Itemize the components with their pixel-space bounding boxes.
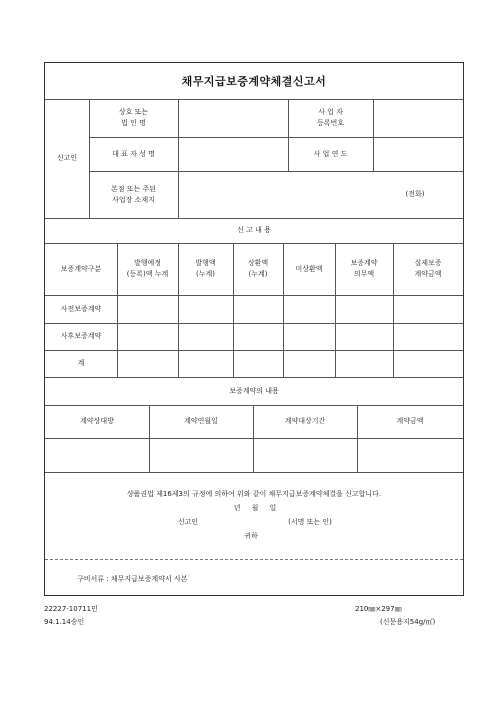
business-name-field[interactable] bbox=[178, 99, 288, 137]
report-section-title: 신 고 내 용 bbox=[237, 226, 271, 234]
col-type: 보증계약구분 bbox=[60, 264, 102, 273]
col-issue-plan: 발행예정 (등록)액 누계 bbox=[126, 259, 169, 278]
representative-field[interactable] bbox=[178, 137, 288, 171]
content-col-date: 계약연월일 bbox=[184, 417, 218, 425]
declaration-text: 상품권법 제16제3의 규정에 의하여 위와 같이 채무지급보증계약체결을 신고합니다. bbox=[126, 489, 382, 498]
content-col-counterparty: 계약상대방 bbox=[80, 417, 114, 425]
attachment-note: 구비서류 : 채무지급보증계약서 사본 bbox=[77, 575, 188, 583]
reg-no-field[interactable] bbox=[373, 99, 463, 137]
content-section-title: 보증계약의 내용 bbox=[229, 386, 279, 395]
reporter-label: 신고인 bbox=[56, 154, 78, 162]
col-obligation: 보증계약 의무액 bbox=[350, 259, 378, 278]
sign-note[interactable]: (서명 또는 인) bbox=[288, 517, 332, 526]
representative-label: 대 표 자 성 명 bbox=[112, 149, 155, 158]
form-code: 22227-10711민 bbox=[44, 605, 98, 613]
paper-type: (신문용지54g/㎡) bbox=[380, 618, 436, 626]
col-actual: 실제보증 계약금액 bbox=[414, 259, 442, 278]
addressee: 귀하 bbox=[244, 531, 258, 540]
form-title: 채무지급보증계약체결신고서 bbox=[181, 75, 327, 88]
address-label: 본점 또는 주된 사업장 소재지 bbox=[110, 184, 157, 204]
report-form bbox=[44, 62, 464, 596]
business-name-label: 상호 또는 법 인 명 bbox=[118, 108, 149, 127]
col-issued: 발행액 (누계) bbox=[195, 259, 216, 278]
birth-year-field[interactable] bbox=[373, 137, 463, 171]
signer-label: 신고인 bbox=[177, 517, 199, 526]
row-total: 계 bbox=[77, 359, 85, 367]
row-post-contract: 사후보증계약 bbox=[60, 332, 102, 340]
col-repaid: 상환액 (누계) bbox=[247, 259, 269, 278]
reg-no-label: 사 업 자 등록번호 bbox=[316, 108, 345, 127]
content-col-amount: 계약금액 bbox=[396, 417, 424, 425]
phone-label: (전화) bbox=[405, 190, 425, 198]
row-pre-contract: 사전보증계약 bbox=[60, 304, 102, 313]
approval-date: 94.1.14승인 bbox=[44, 618, 85, 626]
date-line[interactable]: 년 월 일 bbox=[233, 503, 277, 512]
content-col-period: 계약대상기간 bbox=[284, 417, 326, 425]
birth-year-label: 사 업 연 도 bbox=[313, 149, 348, 158]
paper-size: 210㎜×297㎜ bbox=[355, 605, 402, 613]
col-outstanding: 미상환액 bbox=[295, 264, 323, 273]
